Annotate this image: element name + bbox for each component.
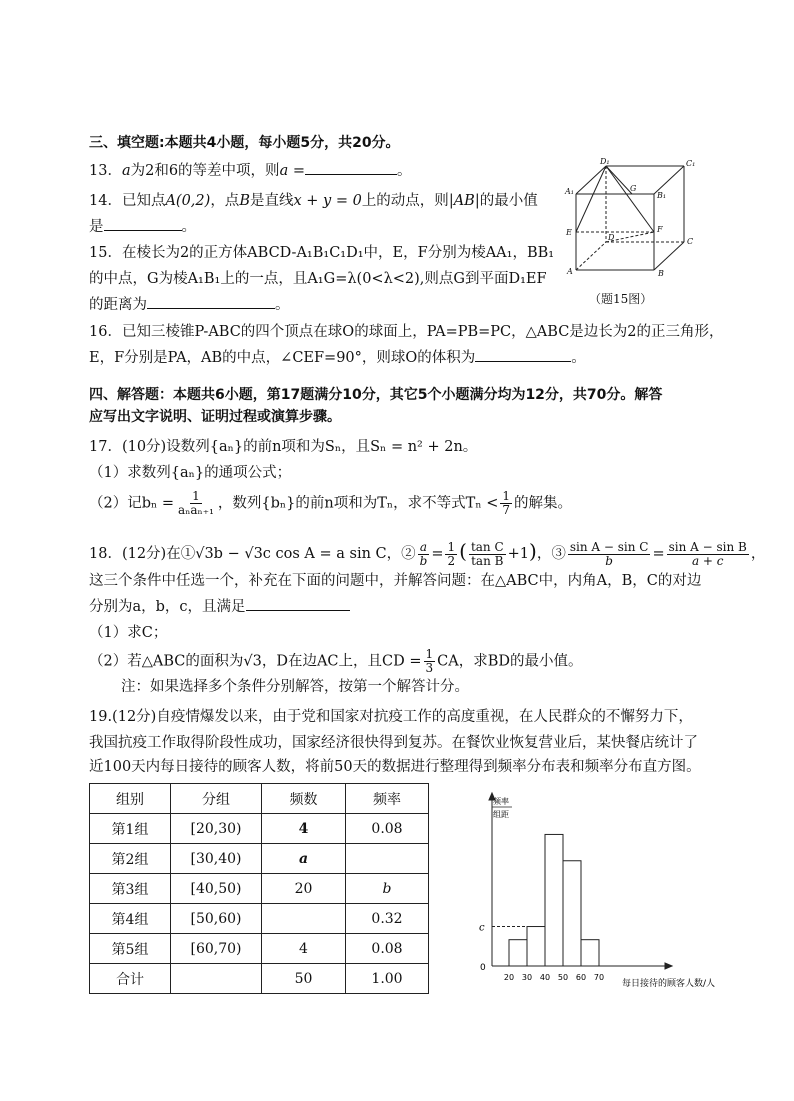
cell-frequency: 0.08: [346, 814, 429, 844]
q15-line1: 15．在棱长为2的正方体ABCD-A₁B₁C₁D₁中，E，F分别为棱AA₁，BB₁: [89, 245, 555, 261]
q18-rparen: ): [529, 539, 537, 563]
cell-frequency: [346, 844, 429, 874]
table-row: [90, 934, 429, 964]
q14-b: B: [239, 193, 250, 209]
cell-interval: [40,50): [171, 874, 262, 904]
q13-var-a: a: [121, 163, 131, 179]
cell-frequency: 0.32: [346, 904, 429, 934]
q13-text: 为2和6的等差中项，则: [130, 163, 280, 179]
q13-var-a2: a: [279, 163, 289, 179]
q18-frac-sin1: [568, 541, 651, 568]
x-tick-label: 70: [593, 973, 605, 982]
q15-line3-text: 的距离为: [89, 297, 147, 313]
histogram-bar: [581, 940, 599, 966]
q18-p2-end: CA，求BD的最小值。: [437, 653, 583, 670]
q17-fraction-seventh: [500, 490, 512, 517]
histogram-bar: [563, 861, 581, 966]
q14-pre: 14．已知点: [89, 193, 166, 209]
edge-b1c1: [654, 166, 684, 194]
label-d: D: [608, 233, 615, 242]
cell-count: [262, 904, 346, 934]
label-b: B: [658, 269, 664, 278]
cell-interval: [50,60): [171, 904, 262, 934]
label-d1: D₁: [600, 158, 610, 166]
cell-group: 合计: [90, 964, 171, 994]
q18-line3: [89, 596, 350, 618]
label-a1: A₁: [565, 187, 574, 196]
q18-tan-num: tan C: [470, 539, 504, 554]
cell-interval: [171, 964, 262, 994]
x-axis-arrow: [665, 963, 672, 969]
label-c: C: [687, 237, 694, 246]
label-f: F: [657, 225, 663, 234]
label-g: G: [630, 184, 637, 193]
q18-plus1: +1: [507, 546, 530, 562]
q18-frac-tan: [469, 541, 506, 568]
q18-ab-den: b: [419, 553, 428, 568]
q14-mid2: 是直线: [249, 193, 294, 209]
q19-line2: 我国抗疫工作取得阶段性成功，国家经济很快得到复苏。在餐饮业恢复营业后，某快餐店统计了: [89, 735, 698, 751]
frequency-table: [89, 783, 429, 994]
q16-line2-text: E，F分别是PA，AB的中点，∠CEF=90°，则球O的体积为: [89, 350, 476, 366]
y-label-den: 组距: [493, 810, 509, 819]
histogram-bar: [527, 927, 545, 966]
q18-note: 注：如果选择多个条件分别解答，按第一个解答计分。: [121, 679, 469, 695]
c-label: c: [479, 922, 485, 934]
cell-interval: [30,40): [171, 844, 262, 874]
cell-interval: [60,70): [171, 934, 262, 964]
q17-p2-pre: （2）记bₙ =: [89, 495, 175, 512]
q17-p2-mid: ，数列{bₙ}的前n项和为Tₙ，求不等式Tₙ <: [217, 495, 499, 512]
cell-count: a: [262, 844, 346, 874]
cube-figure: [562, 158, 710, 302]
q16-answer-blank: [475, 347, 571, 362]
edge-d1f: [606, 166, 654, 232]
q13-number: 13．: [89, 163, 122, 179]
cell-interval: [20,30): [171, 814, 262, 844]
q17-fraction-b: [176, 490, 216, 517]
q18-tan-den: tan B: [471, 553, 504, 568]
table-row: [90, 844, 429, 874]
y-origin-label: 0: [480, 963, 486, 973]
q14-point-a: A(0,2): [165, 193, 211, 209]
q17-frac-num: 1: [192, 489, 200, 503]
q18-third-num: 1: [425, 647, 434, 661]
q18-line2: 这三个条件中任选一个，补充在下面的问题中，并解答问题：在△ABC中，内角A，B，C的对边: [89, 573, 702, 589]
frequency-histogram: [462, 790, 722, 995]
histogram-bar: [545, 834, 563, 966]
q18-part2: [89, 648, 583, 675]
q18-pre: 18．(12分)在①√3b − √3c cos A = a sin C，②: [89, 546, 416, 562]
q18-c3: ，③: [536, 546, 566, 562]
q14-line2: 是: [89, 219, 104, 235]
q18-lparen: (: [459, 539, 467, 563]
q17-line1: 17．(10分)设数列{aₙ}的前n项和为Sₙ，且Sₙ = n² + 2n。: [89, 439, 478, 455]
q18-s2-num: sin A − sin B: [668, 539, 747, 554]
q18-frac-sin2: [667, 541, 749, 568]
question-13: [89, 160, 411, 182]
cell-group: 第3组: [90, 874, 171, 904]
q17-p2-end: 的解集。: [514, 495, 573, 512]
cell-count: 4: [262, 934, 346, 964]
cell-count: 50: [262, 964, 346, 994]
q16-line1: 16．已知三棱锥P-ABC的四个顶点在球O的球面上，PA=PB=PC，△ABC是边长为2的正三角形，: [89, 324, 724, 340]
q13-eq: =: [288, 163, 305, 179]
q18-ab-num: a: [419, 539, 428, 554]
q16-end: 。: [571, 350, 586, 366]
cell-frequency: 1.00: [346, 964, 429, 994]
q17-frac-den: aₙaₙ₊₁: [178, 503, 214, 517]
label-a: A: [567, 267, 573, 276]
y-label-num: 频率: [493, 797, 509, 806]
x-tick-label: 50: [557, 973, 569, 982]
q18-half-den: 2: [447, 553, 456, 568]
q17-part1: （1）求数列{aₙ}的通项公式；: [89, 465, 292, 481]
q15-line3: [89, 294, 290, 316]
header-group: 组别: [90, 784, 171, 814]
label-b1: B₁: [657, 191, 667, 200]
x-tick-label: 60: [575, 973, 587, 982]
table-row: [90, 874, 429, 904]
x-tick-label: 40: [539, 973, 551, 982]
q14-mid: ，点: [210, 193, 240, 209]
q19-line1: 19.(12分)自疫情爆发以来，由于党和国家对抗疫工作的高度重视，在人民群众的不懈努力下，: [89, 709, 693, 725]
table-total-row: [90, 964, 429, 994]
q14-answer-blank: [104, 216, 182, 231]
q14-abs-ab: |AB|: [448, 193, 480, 209]
figure-15-caption: （题15图）: [589, 292, 653, 306]
cell-group: 第1组: [90, 814, 171, 844]
q15-line2: 的中点，G为棱A₁B₁上的一点，且A₁G=λ(0<λ<2),则点G到平面D₁EF: [89, 271, 547, 287]
edge-ad: [576, 242, 606, 270]
q18-p2-pre: （2）若△ABC的面积为√3，D在边AC上，且CD =: [89, 653, 422, 670]
q18-eq2: =: [652, 546, 665, 562]
label-c1: C₁: [686, 159, 696, 168]
q18-line3-text: 分别为a，b，c，且满足: [89, 599, 246, 615]
q18-frac-ab: [418, 541, 430, 568]
x-tick-label: 30: [521, 973, 533, 982]
edge-d1e: [576, 166, 606, 232]
cell-group: 第5组: [90, 934, 171, 964]
q18-frac-third: [424, 648, 436, 675]
q18-s1-den: b: [605, 553, 613, 568]
q18-comma: ，: [750, 546, 766, 562]
q18-eq: =: [431, 546, 444, 562]
edge-bc: [654, 242, 684, 270]
q19-line3: 近100天内每日接待的顾客人数，将前50天的数据进行整理得到频率分布表和频率分布直方图。: [89, 759, 701, 775]
q13-answer-blank: [305, 160, 397, 175]
q18-line1: [89, 540, 765, 568]
q14-tail: 的最小值: [479, 193, 538, 209]
cell-frequency: b: [346, 874, 429, 904]
q18-third-den: 3: [425, 661, 434, 675]
table-row: [90, 904, 429, 934]
table-row: [90, 814, 429, 844]
header-frequency: 频率: [346, 784, 429, 814]
x-tick-label: 20: [503, 973, 515, 982]
cell-group: 第4组: [90, 904, 171, 934]
q14-then: 上的动点，则: [361, 193, 449, 209]
q15-answer-blank: [147, 294, 275, 309]
section3-heading: 三、填空题:本题共4小题，每小题5分，共20分。: [89, 135, 400, 151]
q13-end: 。: [396, 163, 412, 179]
q15-end: 。: [275, 297, 290, 313]
x-axis-label: 每日接待的顾客人数/人: [622, 979, 716, 989]
q16-line2: [89, 347, 586, 369]
q18-part1: （1）求C；: [89, 625, 168, 641]
header-count: 频数: [262, 784, 346, 814]
q17-part2: [89, 490, 572, 517]
edge-d1g: [606, 166, 632, 194]
q17-frac2-num: 1: [502, 489, 511, 503]
q18-condition-blank: [246, 596, 350, 611]
cell-count: 20: [262, 874, 346, 904]
edge-a1d1: [576, 166, 606, 194]
q18-s2-den: a + c: [691, 553, 724, 568]
cell-frequency: 0.08: [346, 934, 429, 964]
question-14-line2: [89, 216, 196, 238]
cell-group: 第2组: [90, 844, 171, 874]
q18-half-num: 1: [447, 539, 456, 554]
label-e: E: [566, 228, 572, 237]
q14-end: 。: [181, 219, 196, 235]
q14-line-eq: x + y = 0: [293, 193, 362, 209]
q17-frac2-den: 7: [502, 503, 511, 517]
q18-frac-half: [445, 541, 457, 568]
cell-count: 4: [262, 814, 346, 844]
section4-heading-line2: 应写出文字说明、证明过程或演算步骤。: [89, 409, 341, 425]
histogram-bar: [509, 940, 527, 966]
question-14-line1: [89, 190, 538, 212]
table-header-row: [90, 784, 429, 814]
q18-s1-num: sin A − sin C: [569, 539, 649, 554]
header-interval: 分组: [171, 784, 262, 814]
section4-heading-line1: 四、解答题：本题共6小题，第17题满分10分，其它5个小题满分均为12分，共70分。解答: [89, 387, 663, 403]
